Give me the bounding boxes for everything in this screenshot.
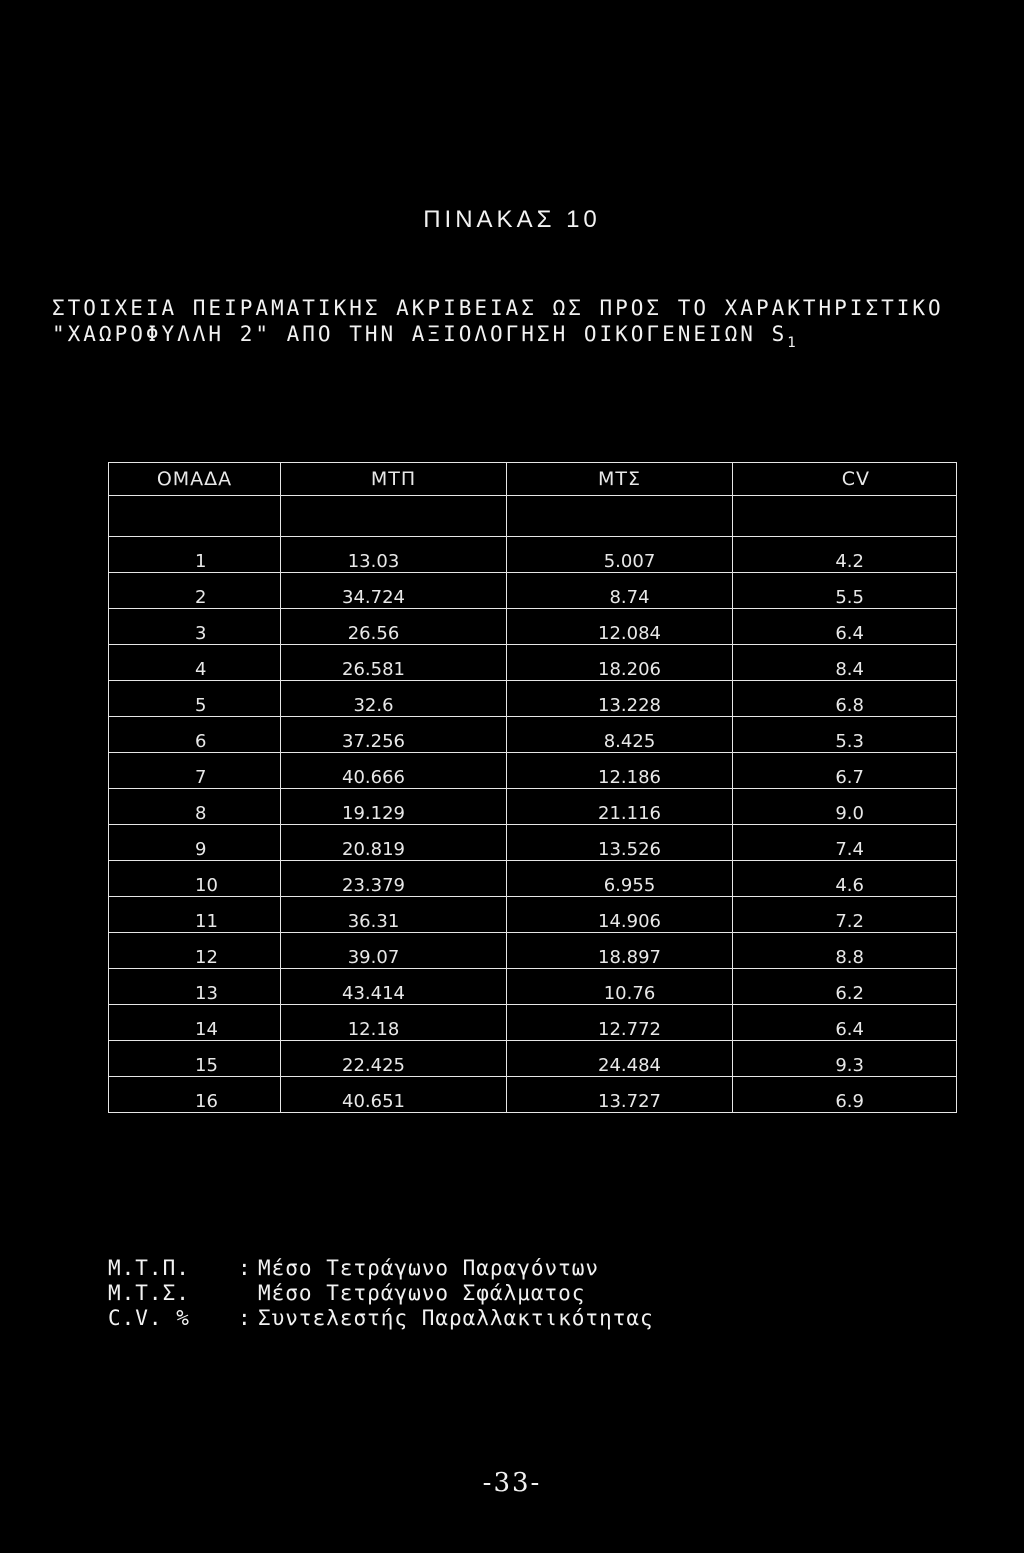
cell-mts: 6.955 [507,861,733,897]
table-row [109,897,957,933]
cell-mtp: 19.129 [281,789,507,825]
legend-description: Μέσο Τετράγωνο Παραγόντων [258,1256,600,1280]
cell-mts: 13.228 [507,681,733,717]
table-row [109,645,957,681]
table-row [109,753,957,789]
cell-cv: 7.4 [733,825,957,861]
legend [108,1256,654,1331]
table-row [109,825,957,861]
cell-group: 16 [109,1077,281,1113]
cell-mtp: 40.651 [281,1077,507,1113]
cell-mtp: 12.18 [281,1005,507,1041]
cell-cv: 6.7 [733,753,957,789]
subtitle-line-1: ΣΤΟΙΧΕΙΑ ΠΕΙΡΑΜΑΤΙΚΗΣ ΑΚΡΙΒΕΙΑΣ ΩΣ ΠΡΟΣ ΤΟ ΧΑΡΑΚΤΗΡΙΣΤΙΚΟ [52,296,944,320]
spacer-cell [507,496,733,537]
legend-separator: : [238,1306,252,1330]
table-spacer-row [109,496,957,537]
cell-cv: 4.6 [733,861,957,897]
cell-cv: 6.9 [733,1077,957,1113]
table-row [109,681,957,717]
cell-group: 7 [109,753,281,789]
cell-group: 9 [109,825,281,861]
cell-cv: 9.0 [733,789,957,825]
table-body [109,496,957,1113]
cell-group: 8 [109,789,281,825]
page-number: -33- [482,1468,542,1498]
cell-group: 10 [109,861,281,897]
header-group: ΟΜΑΔΑ [109,463,281,496]
header-mts: ΜΤΣ [507,463,733,496]
cell-group: 3 [109,609,281,645]
cell-cv: 5.5 [733,573,957,609]
cell-mts: 13.526 [507,825,733,861]
cell-cv: 6.4 [733,609,957,645]
cell-mts: 10.76 [507,969,733,1005]
table-row [109,933,957,969]
cell-group: 11 [109,897,281,933]
legend-abbreviation: Μ.Τ.Π. [108,1256,190,1280]
cell-group: 13 [109,969,281,1005]
cell-cv: 6.8 [733,681,957,717]
table-title: ΠΙΝΑΚΑΣ 10 [423,206,601,233]
data-table-container [108,462,956,1113]
cell-group: 1 [109,537,281,573]
cell-group: 14 [109,1005,281,1041]
table-row [109,861,957,897]
cell-group: 6 [109,717,281,753]
table-row [109,573,957,609]
cell-mts: 24.484 [507,1041,733,1077]
cell-mtp: 39.07 [281,933,507,969]
cell-mts: 21.116 [507,789,733,825]
cell-mtp: 23.379 [281,861,507,897]
legend-description: Μέσο Τετράγωνο Σφάλματος [258,1281,586,1305]
cell-mts: 8.425 [507,717,733,753]
header-mtp: ΜΤΠ [281,463,507,496]
legend-separator: : [238,1256,252,1280]
cell-mts: 5.007 [507,537,733,573]
cell-mtp: 36.31 [281,897,507,933]
legend-item [108,1281,654,1306]
table-row [109,1077,957,1113]
cell-group: 12 [109,933,281,969]
table-row [109,717,957,753]
cell-mts: 13.727 [507,1077,733,1113]
cell-cv: 7.2 [733,897,957,933]
cell-group: 15 [109,1041,281,1077]
table-row [109,789,957,825]
subtitle-line-2 [52,322,796,351]
cell-mtp: 26.581 [281,645,507,681]
cell-mtp: 20.819 [281,825,507,861]
cell-cv: 6.2 [733,969,957,1005]
legend-item [108,1256,654,1281]
cell-cv: 5.3 [733,717,957,753]
cell-mts: 8.74 [507,573,733,609]
cell-mtp: 43.414 [281,969,507,1005]
cell-mtp: 32.6 [281,681,507,717]
data-table [108,462,957,1113]
table-row [109,609,957,645]
cell-mts: 12.084 [507,609,733,645]
table-row [109,1041,957,1077]
legend-abbreviation: C.V. % [108,1306,190,1330]
cell-mtp: 34.724 [281,573,507,609]
cell-mtp: 13.03 [281,537,507,573]
cell-mts: 14.906 [507,897,733,933]
cell-mts: 12.772 [507,1005,733,1041]
cell-mtp: 22.425 [281,1041,507,1077]
table-row [109,1005,957,1041]
table-row [109,969,957,1005]
cell-cv: 8.4 [733,645,957,681]
cell-cv: 8.8 [733,933,957,969]
spacer-cell [281,496,507,537]
subtitle-line-2-main: "ΧΑΩΡΟΦΥΛΛΗ 2" ΑΠΟ ΤΗΝ ΑΞΙΟΛΟΓΗΣΗ ΟΙΚΟΓΕΝΕΙΩΝ S [52,322,788,346]
cell-cv: 4.2 [733,537,957,573]
cell-mtp: 26.56 [281,609,507,645]
subtitle-subscript: 1 [787,335,796,351]
legend-abbreviation: Μ.Τ.Σ. [108,1281,190,1305]
table-header-row [109,463,957,496]
cell-group: 5 [109,681,281,717]
cell-mtp: 37.256 [281,717,507,753]
cell-group: 2 [109,573,281,609]
cell-mts: 18.206 [507,645,733,681]
table-row [109,537,957,573]
legend-description: Συντελεστής Παραλλακτικότητας [258,1306,654,1330]
cell-mts: 12.186 [507,753,733,789]
cell-cv: 9.3 [733,1041,957,1077]
cell-group: 4 [109,645,281,681]
cell-mtp: 40.666 [281,753,507,789]
legend-item [108,1306,654,1331]
cell-mts: 18.897 [507,933,733,969]
cell-cv: 6.4 [733,1005,957,1041]
spacer-cell [109,496,281,537]
spacer-cell [733,496,957,537]
header-cv: CV [733,463,957,496]
